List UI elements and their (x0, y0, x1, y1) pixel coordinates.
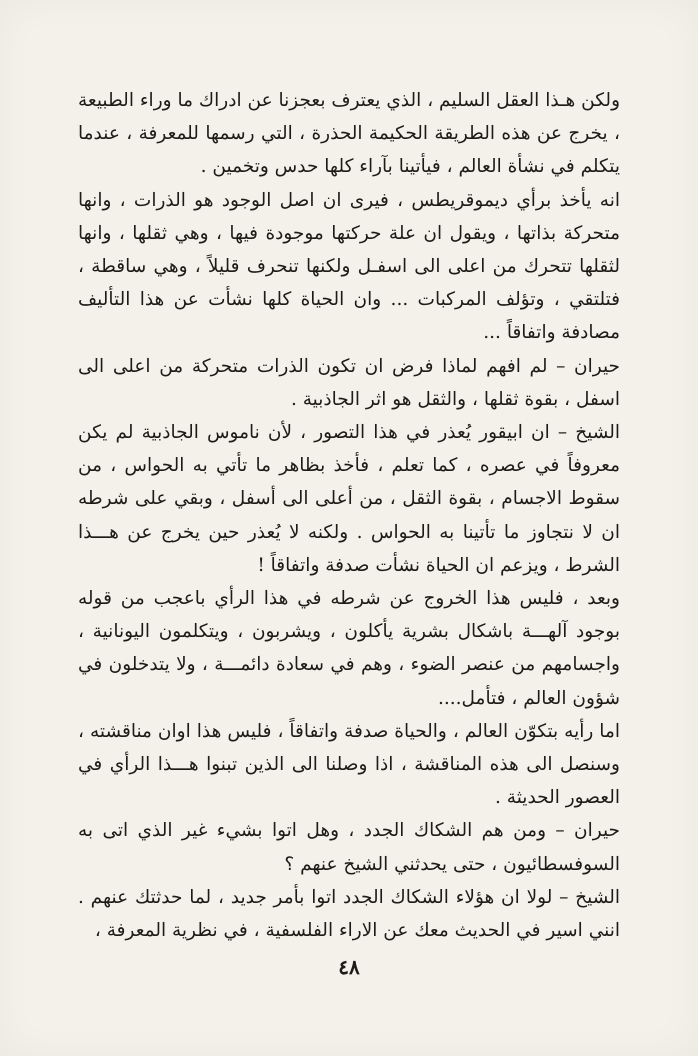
paragraph-5: وبعد ، فليس هذا الخروج عن شرطه في هذا الرأي باعجب من قوله بوجود آلهـــة باشكال بشرية يأكلون ، ويشربون ، ويتكلمون اليونانية ، واجسامهم من عنصر الضوء ، وهم في سعادة دائمـــة ، ولا يتدخلون في شؤون العالم ، فتأمل.... (78, 588, 620, 709)
paragraph-2: انه يأخذ برأي ديموقريطس ، فيرى ان اصل الوجود هو الذرات ، وانها متحركة بذاتها ، ويقول ان علة حركتها موجودة فيها ، وهي ثقلها ، وانها لثقلها تتحرك من اعلى الى اسفـل ولكنها تنحرف قليلاً ، وهي ساقطة ، فتلتقي ، وتؤلف المركبات ... وان الحياة كلها نشأت عن هذا التأليف مصادفة واتفاقاً ... (78, 189, 620, 344)
page-number: ٤٨ (338, 955, 360, 979)
paragraph-8: الشيخ – لولا ان هؤلاء الشكاك الجدد اتوا بأمر جديد ، لما حدثتك عنهم . انني اسير في الحديث معك عن الاراء الفلسفية ، في نظرية المعرفة ، (78, 886, 620, 942)
paragraph-7: حيران – ومن هم الشكاك الجدد ، وهل اتوا بشيء غير الذي اتى به السوفسطائيون ، حتى يحدثني الشيخ عنهم ؟ (78, 820, 620, 875)
paragraph-4: الشيخ – ان ابيقور يُعذر في هذا التصور ، لأن ناموس الجاذبية لم يكن معروفاً في عصره ، كما تعلم ، فأخذ بظاهر ما تأتي به الحواس ، من سقوط الاجسام ، بقوة الثقل ، من أعلى الى أسفل ، وبقي على شرطه ان لا نتجاوز ما تأتينا به الحواس . ولكنه لا يُعذر حين يخرج عن هـــذا الشرط ، ويزعم ان الحياة نشأت صدفة واتفاقاً ! (78, 422, 620, 576)
paragraph-6: اما رأيه بتكوّن العالم ، والحياة صدفة واتفاقاً ، فليس هذا اوان مناقشته ، وسنصل الى هذه المناقشة ، اذا وصلنا الى الذين تبنوا هـــذا الرأي في العصور الحديثة . (78, 720, 620, 809)
body-text (78, 84, 620, 947)
paragraph-1: ولكن هـذا العقل السليم ، الذي يعترف بعجزنا عن ادراك ما وراء الطبيعة ، يخرج عن هذه الطريقة الحكيمة الحذرة ، التي رسمها للمعرفة ، عندما يتكلم في نشأة العالم ، فيأتينا بآراء كلها حدس وتخمين . (78, 90, 620, 178)
paragraph-3: حيران – لم افهم لماذا فرض ان تكون الذرات متحركة من اعلى الى اسفل ، بقوة ثقلها ، والثقل هو اثر الجاذبية . (78, 355, 620, 410)
